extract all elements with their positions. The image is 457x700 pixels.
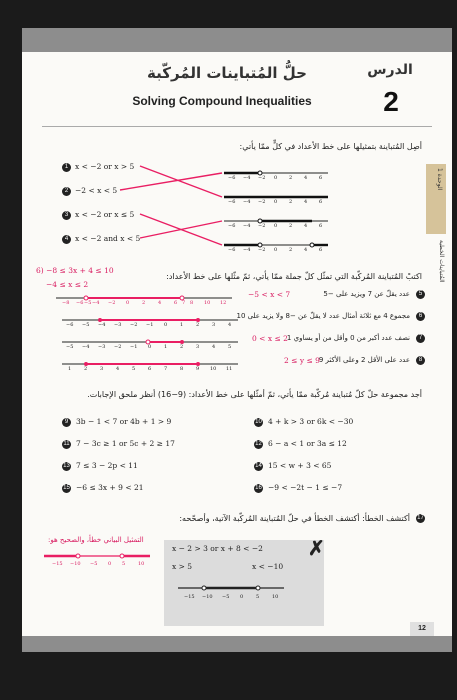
item-badge: 1 bbox=[62, 163, 71, 172]
open-point bbox=[310, 243, 314, 247]
inequality-text: 3b − 1 < 7 or 4b + 1 > 9 bbox=[76, 417, 172, 426]
match-line bbox=[140, 166, 222, 197]
answer-text: −5 < x < 7 bbox=[248, 290, 291, 299]
section1-instruction: أصِل المُتباينة بتمثيلها على خط الأعداد في كلٍّ ممّا يأتي: bbox=[239, 142, 422, 151]
open-point bbox=[256, 586, 260, 590]
open-point bbox=[258, 243, 262, 247]
inequality-text: 4 + k > 3 or 6k < −30 bbox=[268, 417, 354, 426]
sentence-text: عدد على الأقل 2 وعلى الأكثر 9 bbox=[318, 356, 410, 364]
item-badge: 17 bbox=[417, 515, 424, 521]
closed-point bbox=[196, 318, 200, 322]
open-point bbox=[84, 296, 88, 300]
page-number: 12 bbox=[410, 622, 434, 636]
open-point bbox=[146, 340, 150, 344]
diagram-graphics bbox=[22, 28, 452, 652]
correction-note: التمثيل البياني خطأ، والصحيح هو: bbox=[48, 536, 144, 544]
closed-point bbox=[196, 362, 200, 366]
unit-label: المُتباينات الخطية bbox=[438, 240, 445, 283]
item-badge: 12 bbox=[255, 441, 262, 447]
inequality-text: x < −2 or x ≤ 5 bbox=[75, 210, 135, 219]
answer-text: 2 ≤ y ≤ 9 bbox=[284, 356, 320, 365]
item-badge: 15 bbox=[63, 485, 70, 491]
inequality-text: 15 < w + 3 < 65 bbox=[268, 461, 332, 470]
match-line bbox=[120, 173, 222, 190]
work-line: −4 ≤ x ≤ 2 bbox=[46, 280, 89, 289]
item-badge: 13 bbox=[63, 463, 70, 469]
title-arabic: حلُّ المُتباينات المُركّبة bbox=[147, 64, 307, 82]
item-badge: 8 bbox=[416, 356, 425, 365]
item-badge: 5 bbox=[416, 290, 425, 299]
sentence-text: مجموع 4 مع ثلاثة أمثال عدد لا يقلّ عن −8 ولا يزيد على 10 bbox=[236, 312, 410, 320]
open-point bbox=[202, 586, 206, 590]
textbook-page: حلُّ المُتباينات المُركّبة Solving Compound Inequalities الدرس 2 الوحدة 1 المُتباينات الخطية أصِل المُتباينة بتمثيلها على خط الأعداد في كلٍّ ممّا يأتي: 1 x < −2 or x > 5 2 −2 < x < 5 3 x < −2 or x ≤ 5 4 x < −2 and x < 5 −6 −4 −2 0 2 4 6 −6 −4 −2 0 2 4 6 −6 −4 −2 0 2 4 6 −6 −4 −2 0 2 4 6 6) −8 ≤ 3x + 4 ≤ 10 −4 ≤ x ≤ 2 اكتبْ المُتباينة المُركّبة التي تمثّل كلّ جملة ممّا يأتي، ثمّ مثّلها على خط الأعداد: 5 عدد يقلّ عن 7 ويزيد على −5 −5 < x < 7 6 مجموع 4 مع ثلاثة أمثال عدد لا يقلّ عن −8 ولا يزيد على 10 7 نصف عدد أكبر من 0 وأقل من أو يساوي 1 0 < x ≤ 2 8 عدد على الأقل 2 وعلى الأكثر 9 2 ≤ y ≤ 9 −8 −6 −5 −4 −2 0 2 4 6 7 8 10 12 −6 −5 −4 −3 −2 −1 0 1 2 3 4 −5 −4 −3 −2 −1 0 1 2 3 4 5 1 2 3 4 5 6 7 8 9 10 11 أجد مجموعة حلّ كلّ مُتباينة مُركّبة ممّا يأتي، ثمّ أمثّلها على خط الأعداد: (9−16) أنظر ملحق الإجابات. 9 3b − 1 < 7 or 4b + 1 > 9 10 4 + k > 3 or 6k < −30 11 7 − 3c ≥ 1 or 5c + 2 ≥ 17 12 6 − a < 1 or 3a ≤ 12 13 7 ≤ 3 − 2p < 11 14 15 < w + 3 < 65 15 −6 ≤ 3x + 9 < 21 16 −9 < −2t − 1 ≤ −7 17 أكتشف الخطأ: أكتشف الخطأ في حلّ المُتباينة المُركّبة الآتية، وأصحّحه: التمثيل البياني خطأ، والصحيح هو: −15 −10 −5 0 5 10 x − 2 > 3 or x + 8 < −2 x > 5 x < −10 ✗ −15 −10 −5 0 5 10 12 bbox=[22, 28, 452, 652]
box-line: x < −10 bbox=[252, 562, 284, 571]
section4-instruction: أكتشف الخطأ: أكتشف الخطأ في حلّ المُتباينة المُركّبة الآتية، وأصحّحه: bbox=[179, 514, 410, 523]
sentence-text: نصف عدد أكبر من 0 وأقل من أو يساوي 1 bbox=[286, 334, 410, 342]
title-english: Solving Compound Inequalities bbox=[132, 94, 312, 108]
item-badge: 2 bbox=[62, 187, 71, 196]
closed-point bbox=[84, 362, 88, 366]
item-badge: 4 bbox=[62, 235, 71, 244]
item-badge: 7 bbox=[416, 334, 425, 343]
inequality-text: −9 < −2t − 1 ≤ −7 bbox=[268, 483, 343, 492]
unit-tab-text: الوحدة 1 bbox=[436, 168, 443, 191]
item-badge: 10 bbox=[255, 419, 262, 425]
item-badge: 6 bbox=[416, 312, 425, 321]
inequality-text: 7 − 3c ≥ 1 or 5c + 2 ≥ 17 bbox=[76, 439, 175, 448]
inequality-text: −2 < x < 5 bbox=[75, 186, 118, 195]
inequality-text: 7 ≤ 3 − 2p < 11 bbox=[76, 461, 138, 470]
open-point bbox=[258, 171, 262, 175]
open-point bbox=[180, 296, 184, 300]
box-line: x − 2 > 3 or x + 8 < −2 bbox=[172, 544, 263, 553]
section3-instruction: أجد مجموعة حلّ كلّ مُتباينة مُركّبة ممّا يأتي، ثمّ أمثّلها على خط الأعداد: (9−16) أنظر ملحق الإجابات. bbox=[87, 390, 422, 399]
work-line: 6) −8 ≤ 3x + 4 ≤ 10 bbox=[36, 266, 114, 275]
open-point bbox=[258, 219, 262, 223]
item-badge: 3 bbox=[62, 211, 71, 220]
match-line bbox=[140, 221, 222, 238]
sentence-text: عدد يقلّ عن 7 ويزيد على −5 bbox=[323, 290, 410, 298]
answer-text: 0 < x ≤ 2 bbox=[252, 334, 288, 343]
closed-point bbox=[180, 340, 184, 344]
wrong-mark-icon: ✗ bbox=[308, 536, 325, 560]
inequality-text: x < −2 and x < 5 bbox=[75, 234, 141, 243]
inequality-text: 6 − a < 1 or 3a ≤ 12 bbox=[268, 439, 347, 448]
item-badge: 11 bbox=[63, 441, 70, 447]
item-badge: 9 bbox=[62, 418, 71, 427]
item-badge: 16 bbox=[255, 485, 262, 491]
lesson-label: الدرس bbox=[367, 62, 413, 78]
inequality-text: x < −2 or x > 5 bbox=[75, 162, 135, 171]
section2-instruction: اكتبْ المُتباينة المُركّبة التي تمثّل كلّ جملة ممّا يأتي، ثمّ مثّلها على خط الأعداد: bbox=[166, 272, 422, 281]
box-line: x > 5 bbox=[172, 562, 193, 571]
closed-point bbox=[98, 318, 102, 322]
lesson-number: 2 bbox=[383, 86, 399, 117]
open-point bbox=[120, 554, 124, 558]
item-badge: 14 bbox=[255, 463, 262, 469]
inequality-text: −6 ≤ 3x + 9 < 21 bbox=[76, 483, 144, 492]
open-point bbox=[76, 554, 80, 558]
